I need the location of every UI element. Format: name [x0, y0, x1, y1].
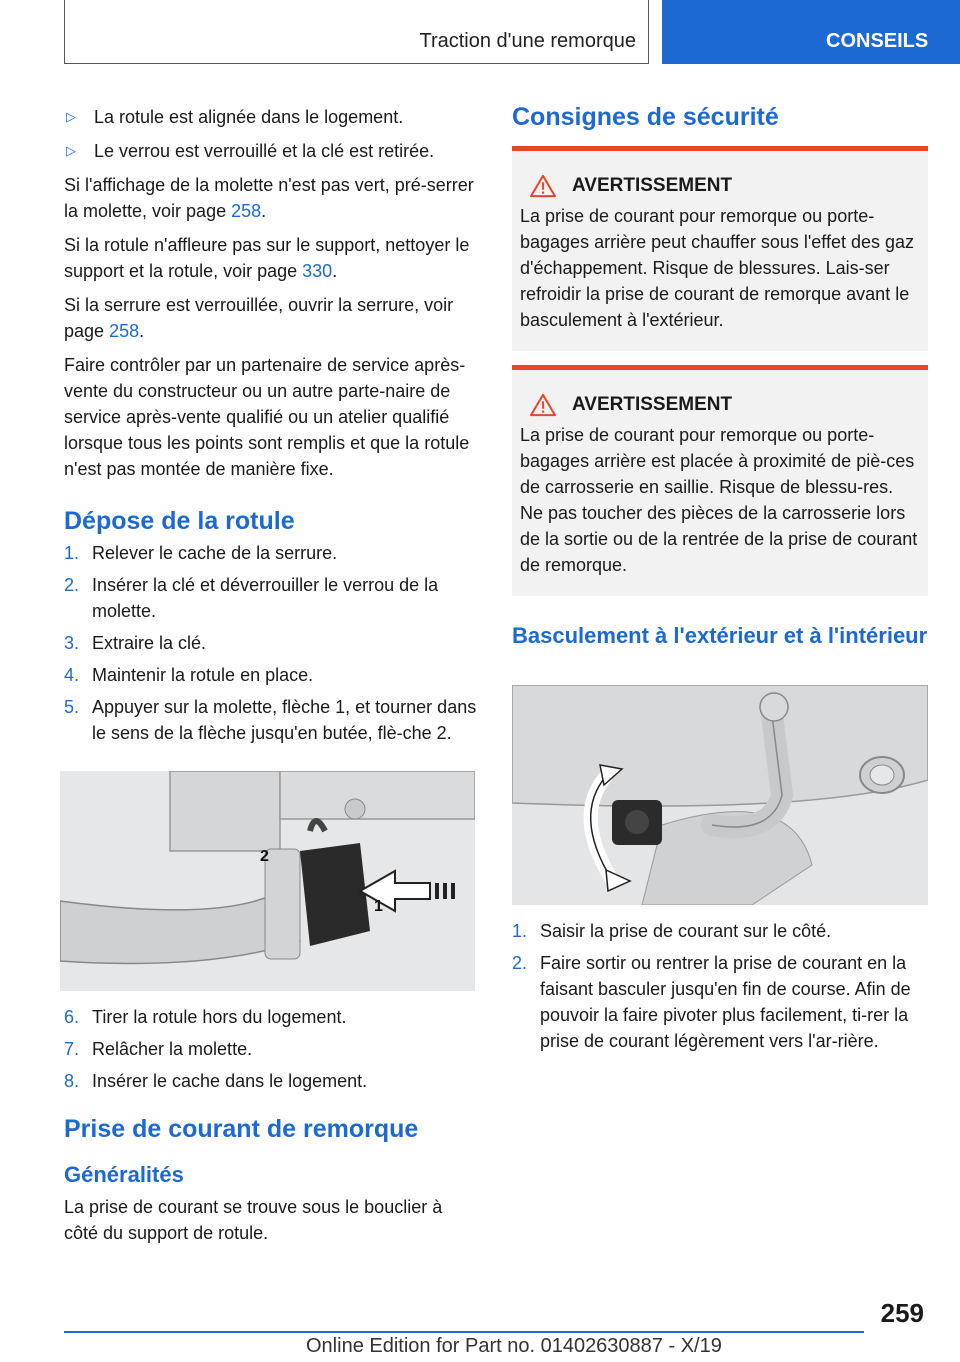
- list-item: 8. Insérer le cache dans le logement.: [64, 1071, 368, 1091]
- warning-triangle-icon: [528, 393, 558, 417]
- socket-figure: [512, 685, 928, 905]
- footer-divider: [64, 1331, 864, 1333]
- warning-box: [512, 146, 928, 351]
- paragraph: Si la serrure est verrouillée, ouvrir la serrure, voir page 258.: [64, 295, 454, 341]
- right-column: [512, 104, 928, 650]
- check-item: [64, 138, 478, 164]
- section-label: CONSEILS: [826, 30, 929, 52]
- chapter-title: Traction d'une remorque: [419, 30, 636, 52]
- paragraph: Si la rotule n'affleure pas sur le support, nettoyer le support et la rotule, voir page 330.: [64, 235, 470, 281]
- figure-label: 2: [260, 848, 269, 865]
- list-item: 1. Relever le cache de la serrure.: [64, 543, 338, 563]
- check-text: La rotule est alignée dans le logement.: [94, 107, 404, 127]
- warning-triangle-icon: [528, 174, 558, 198]
- page-link[interactable]: 258: [231, 201, 262, 221]
- socket-heading: Prise de courant de remorque: [64, 1115, 419, 1143]
- right-column-lower: [512, 918, 928, 1060]
- check-item: [64, 104, 478, 130]
- left-column-lower: [64, 1004, 478, 1254]
- warning-title: AVERTISSEMENT: [572, 175, 733, 196]
- list-item: 6. Tirer la rotule hors du logement.: [64, 1007, 347, 1027]
- triangle-bullet-icon: ▷: [66, 143, 76, 158]
- list-item: 5. Appuyer sur la molette, flèche 1, et tourner dans le sens de la flèche jusqu'en butée, flè-che 2.: [64, 697, 477, 743]
- check-text: Le verrou est verrouillé et la clé est retirée.: [94, 141, 435, 161]
- steps-list-b: [64, 1004, 478, 1094]
- left-column: [64, 104, 478, 752]
- figure-label: 1: [374, 898, 383, 915]
- list-item: 2. Insérer la clé et déverrouiller le verrou de la molette.: [64, 575, 439, 621]
- list-item: 1. Saisir la prise de courant sur le côté.: [512, 921, 832, 941]
- list-item: 7. Relâcher la molette.: [64, 1039, 253, 1059]
- warning-text: La prise de courant pour remorque ou porte-bagages arrière peut chauffer sous l'effet des gaz d'échappement. Risque de blessures. Lais-ser refroidir la prise de courant de remorque avant le basculement à l'extérieur.: [520, 206, 915, 330]
- warning-text: La prise de courant pour remorque ou porte-bagages arrière est placée à proximité de piè-ces de carrosserie en saillie. Risque de blessu-res. Ne pas toucher des pièces de la carrosserie lors de la sortie ou de la rentrée de la prise de courant de remorque.: [520, 425, 918, 575]
- page-link[interactable]: 330: [302, 261, 333, 281]
- removal-heading: Dépose de la rotule: [64, 507, 295, 535]
- paragraph: Si l'affichage de la molette n'est pas vert, pré-serrer la molette, voir page 258.: [64, 175, 474, 221]
- safety-heading: Consignes de sécurité: [512, 103, 779, 131]
- header-title-box: [64, 0, 649, 64]
- paragraph: La prise de courant se trouve sous le bouclier à côté du support de rotule.: [64, 1197, 443, 1243]
- list-item: 2. Faire sortir ou rentrer la prise de courant en la faisant basculer jusqu'en fin de course. Afin de pouvoir la faire pivoter plus facilement, ti-rer la prise de courant légèrement vers l'ar-rière.: [512, 953, 911, 1051]
- warning-header: [528, 392, 920, 418]
- page-link[interactable]: 258: [109, 321, 140, 341]
- page-number: 259: [880, 1298, 924, 1328]
- triangle-bullet-icon: ▷: [66, 109, 76, 124]
- list-item: 3. Extraire la clé.: [64, 633, 207, 653]
- tow-ball-figure: [60, 771, 475, 991]
- general-heading: Généralités: [64, 1162, 184, 1187]
- paragraph: Faire contrôler par un partenaire de service après-vente du constructeur ou un autre parte-naire de service après-vente qualifié ou un atelier qualifié lorsque tous les points sont remplis et que la rotule n'est pas montée de manière fixe.: [64, 355, 470, 479]
- edition-note: Online Edition for Part no. 01402630887 - X/19: [306, 1335, 722, 1357]
- warning-title: AVERTISSEMENT: [572, 394, 733, 415]
- list-item: 4. Maintenir la rotule en place.: [64, 665, 314, 685]
- steps-list-a: [64, 540, 478, 746]
- warning-header: [528, 173, 920, 199]
- tilt-heading: Basculement à l'extérieur et à l'intérieur: [512, 623, 928, 648]
- warning-box: [512, 365, 928, 596]
